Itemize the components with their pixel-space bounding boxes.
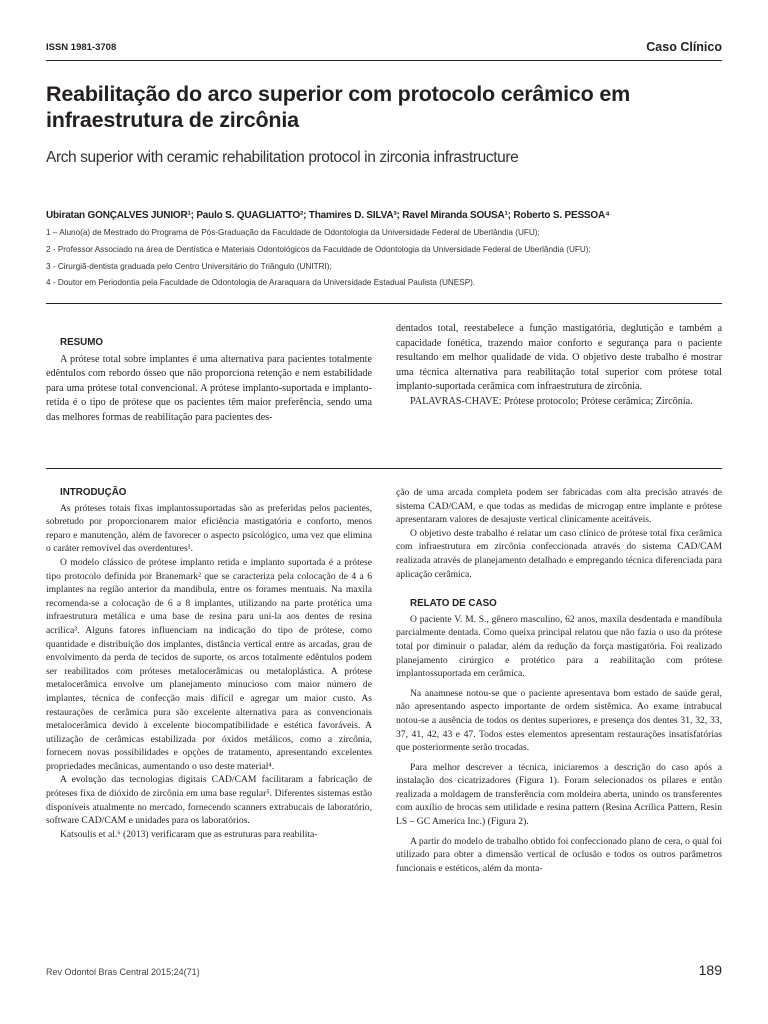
header-rule bbox=[46, 60, 722, 61]
page-number: 189 bbox=[698, 962, 722, 978]
affiliation: 4 - Doutor em Periodontia pela Faculdade de Odontologia de Araraquara da Universidade Estadual Paulista (UNESP). bbox=[46, 278, 476, 287]
abstract-text-cont: dentados total, reestabelece a função mastigatória, deglutição e também a capacidade fonética, trazendo maior conforto e segurança para o paciente resultando em melhor qualidade de vida. O objetivo deste trabalho é mostrar uma técnica alternativa para reabilitação total superior com prótese total implanto-suportada cerâmica com infraestrutura de zircônia. bbox=[396, 323, 722, 392]
section-divider bbox=[46, 303, 722, 304]
article-title-english: Arch superior with ceramic rehabilitation protocol in zirconia infrastructure bbox=[46, 149, 519, 166]
case-heading: RELATO DE CASO bbox=[410, 598, 497, 610]
article-title: Reabilitação do arco superior com protocolo cerâmico em infraestrutura de zircônia bbox=[46, 82, 630, 132]
authors: Ubiratan GONÇALVES JUNIOR¹; Paulo S. QUAGLIATTO²; Thamires D. SILVA³; Ravel Miranda SOUSA¹; Roberto S. PESSOA⁴ bbox=[46, 210, 610, 221]
body-right-column bbox=[396, 486, 722, 875]
body-left-column bbox=[46, 486, 372, 841]
paragraph: Katsoulis et al.⁶ (2013) verificaram que as estruturas para reabilita- bbox=[60, 828, 318, 840]
paragraph: A evolução das tecnologias digitais CAD/CAM facilitaram a fabricação de próteses fixa de dióxido de zircônia em uma base regular⁵. Diferentes sistemas estão disponíveis atualmente no mercado, fornecendo scanners extrabucais de laboratório, software CAD/CAM e unidades para os laboratórios. bbox=[46, 774, 372, 827]
affiliation: 2 - Professor Associado na área de Dentística e Materiais Odontológicos da Faculdade de Odontologia da Universidade Federal de Uberlândia (UFU); bbox=[46, 245, 591, 254]
affiliation: 3 - Cirurgiã-dentista graduada pelo Centro Universitário do Triângulo (UNITRI); bbox=[46, 262, 332, 271]
paragraph: Na anamnese notou-se que o paciente apresentava bom estado de saúde geral, não apresentando aspecto importante de ordem sistêmica. Ao exame intrabucal notou-se a ausência de todos os dentes superiores, e presença dos dentes 31, 32, 33, 37, 41, 42, 43 e 47. Todos estes elementos apresentam restaurações insatisfatórias que posteriormente serão trocadas. bbox=[396, 687, 722, 754]
abstract-right bbox=[396, 322, 722, 409]
paragraph: ção de uma arcada completa podem ser fabricadas com alta precisão através de sistema CAD/CAM, e que todas as medidas de microgap entre implante e prótese apresentaram valores de desajuste vertical clinicamente aceitáveis. bbox=[396, 487, 722, 526]
affiliation: 1 – Aluno(a) de Mestrado do Programa de Pós-Graduação da Faculdade de Odontologia da Universidade Federal de Uberlândia (UFU); bbox=[46, 228, 540, 237]
abstract-left bbox=[46, 336, 372, 425]
paragraph: Para melhor descrever a técnica, iniciaremos a descrição do caso após a instalação dos cicatrizadores (Figura 1). Foram selecionados os pilares e então realizada a moldagem de transferência com moldeira aberta, unindo os transferentes com auxílio de brocas sem utilidade e resina pattern (Resina Acrílica Pattern, Resin LS – GC America Inc.) (Figura 2). bbox=[396, 761, 722, 828]
paragraph: A partir do modelo de trabalho obtido foi confeccionado plano de cera, o qual foi utilizado para obter a dimensão vertical de oclusão e todos os outros parâmetros funcionais e estéticos, além da monta- bbox=[396, 835, 722, 874]
paragraph: As próteses totais fixas implantossuportadas são as preferidas pelos pacientes, sobretudo por proporcionarem maior eficiência mastigatória e conforto, menos reparo e manutenção, além de favorecer o aspecto psicológico, uma vez que elimina o caráter removível das overdentures¹. bbox=[46, 502, 372, 555]
abstract-heading: RESUMO bbox=[60, 337, 104, 348]
footer-journal: Rev Odontol Bras Central 2015;24(71) bbox=[46, 967, 200, 977]
abstract-text: A prótese total sobre implantes é uma alternativa para pacientes totalmente edêntulos com rebordo ósseo que não proporciona retenção e nem estabilidade para uma prótese total convencional. A prótese implanto-suportada e implanto-retida é o tipo de prótese que os pacientes têm maior preferência, sendo uma das melhores formas de reabilitação para pacientes des- bbox=[46, 353, 372, 423]
paragraph: O objetivo deste trabalho é relatar um caso clínico de prótese total fixa cerâmica com infraestrutura em zircônia confeccionada através do sistema CAD/CAM realizada através de planejamento detalhado e empregando técnica diferenciada para aplicação cerâmica. bbox=[396, 527, 722, 580]
issn: ISSN 1981-3708 bbox=[46, 42, 117, 53]
section-label: Caso Clínico bbox=[646, 40, 722, 54]
intro-heading: INTRODUÇÃO bbox=[60, 487, 127, 498]
paragraph: O paciente V. M. S., gênero masculino, 62 anos, maxila desdentada e mandíbula parcialmente dentada. Como queixa principal relatou que não fazia o uso da prótese total por diminuir o paladar, além da redução da força mastigatória. Foi realizado planejamento cirúrgico e protético para a reabilitação com prótese implantossuportada em cerâmica. bbox=[396, 613, 722, 680]
paragraph: O modelo clássico de prótese implanto retida e implanto suportada é a prótese tipo protocolo definida por Branemark² que se caracteriza pela colocação de 4 a 6 implantes na região anterior da mandíbula, entre os forames mentuais. Na maxila recomenda-se a colocação de 6 a 8 implantes, utilizando na parte protética uma infraestrutura metálica e uma base de resina para uni-la aos dentes de resina acrílica³. Alguns fatores influenciam na indicação do tipo de prótese, como quantidade e distribuição dos implantes, distância vertical entre as arcadas, grau de envolvimento da perda de tecidos de suporte, os arcos totalmente edêntulos podem ser reabilitados com próteses metalocerâmicas ou metaloplástica. A prótese metalocerâmica envolve um planejamento minucioso com maior número de implantes, técnica de confecção mais difícil e agregar um maior custo. As restaurações de cerâmica pura são excelente alternativa para as convencionais metalocerâmica devido à excelente biocompatibilidade e estética favoráveis. A utilização de cerâmicas estabilizada por óxidos metálicos, como a zircônia, fornecem novas possibilidades e opções de tratamento, apresentando excelentes propriedades mecânicas, aumentando o uso deste material⁴. bbox=[46, 556, 372, 772]
keywords: PALAVRAS-CHAVE: Prótese protocolo; Prótese cerâmica; Zircônia. bbox=[410, 395, 693, 407]
section-divider bbox=[46, 468, 722, 469]
